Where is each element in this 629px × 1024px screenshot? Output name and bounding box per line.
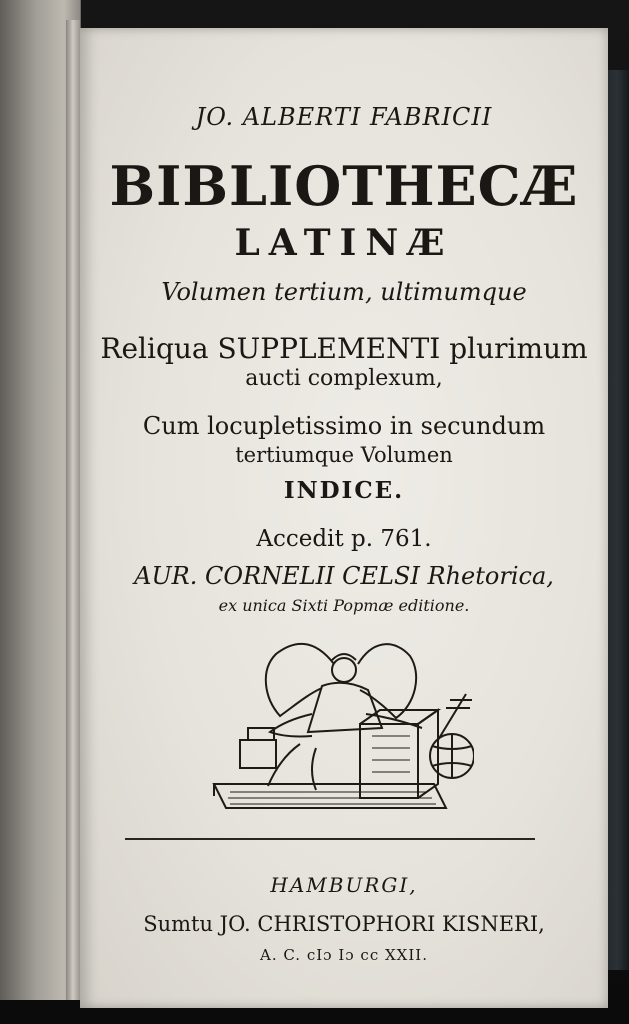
author-line: JO. ALBERTI FABRICII	[195, 103, 493, 131]
indice-line: INDICE.	[283, 477, 405, 504]
main-title: BIBLIOTHECÆ	[109, 154, 579, 218]
title-page	[80, 28, 608, 1008]
aucti-line: aucti complexum,	[245, 366, 443, 391]
printers-device-illustration	[184, 620, 474, 825]
supplement-line: Reliqua SUPPLEMENTI plurimum	[100, 332, 588, 365]
imprint-date: A. C. cIɔ Iɔ cc XXII.	[260, 946, 428, 964]
cum-line: Cum locupletissimo in secundum	[142, 412, 546, 440]
celsus-line: AUR. CORNELII CELSI Rhetorica,	[134, 562, 554, 590]
accedit-line: Accedit p. 761.	[256, 526, 432, 552]
horizontal-rule	[125, 838, 535, 840]
tertiumque-line: tertiumque Volumen	[235, 443, 453, 467]
edition-line: ex unica Sixti Popmæ editione.	[218, 596, 470, 615]
sub-title: LATINÆ	[234, 222, 454, 264]
page-stack-edge	[66, 20, 80, 1000]
imprint-place: HAMBURGI,	[270, 873, 418, 897]
imprint-publisher: Sumtu JO. CHRISTOPHORI KISNERI,	[143, 912, 545, 936]
volume-line: Volumen tertium, ultimumque	[161, 278, 527, 306]
